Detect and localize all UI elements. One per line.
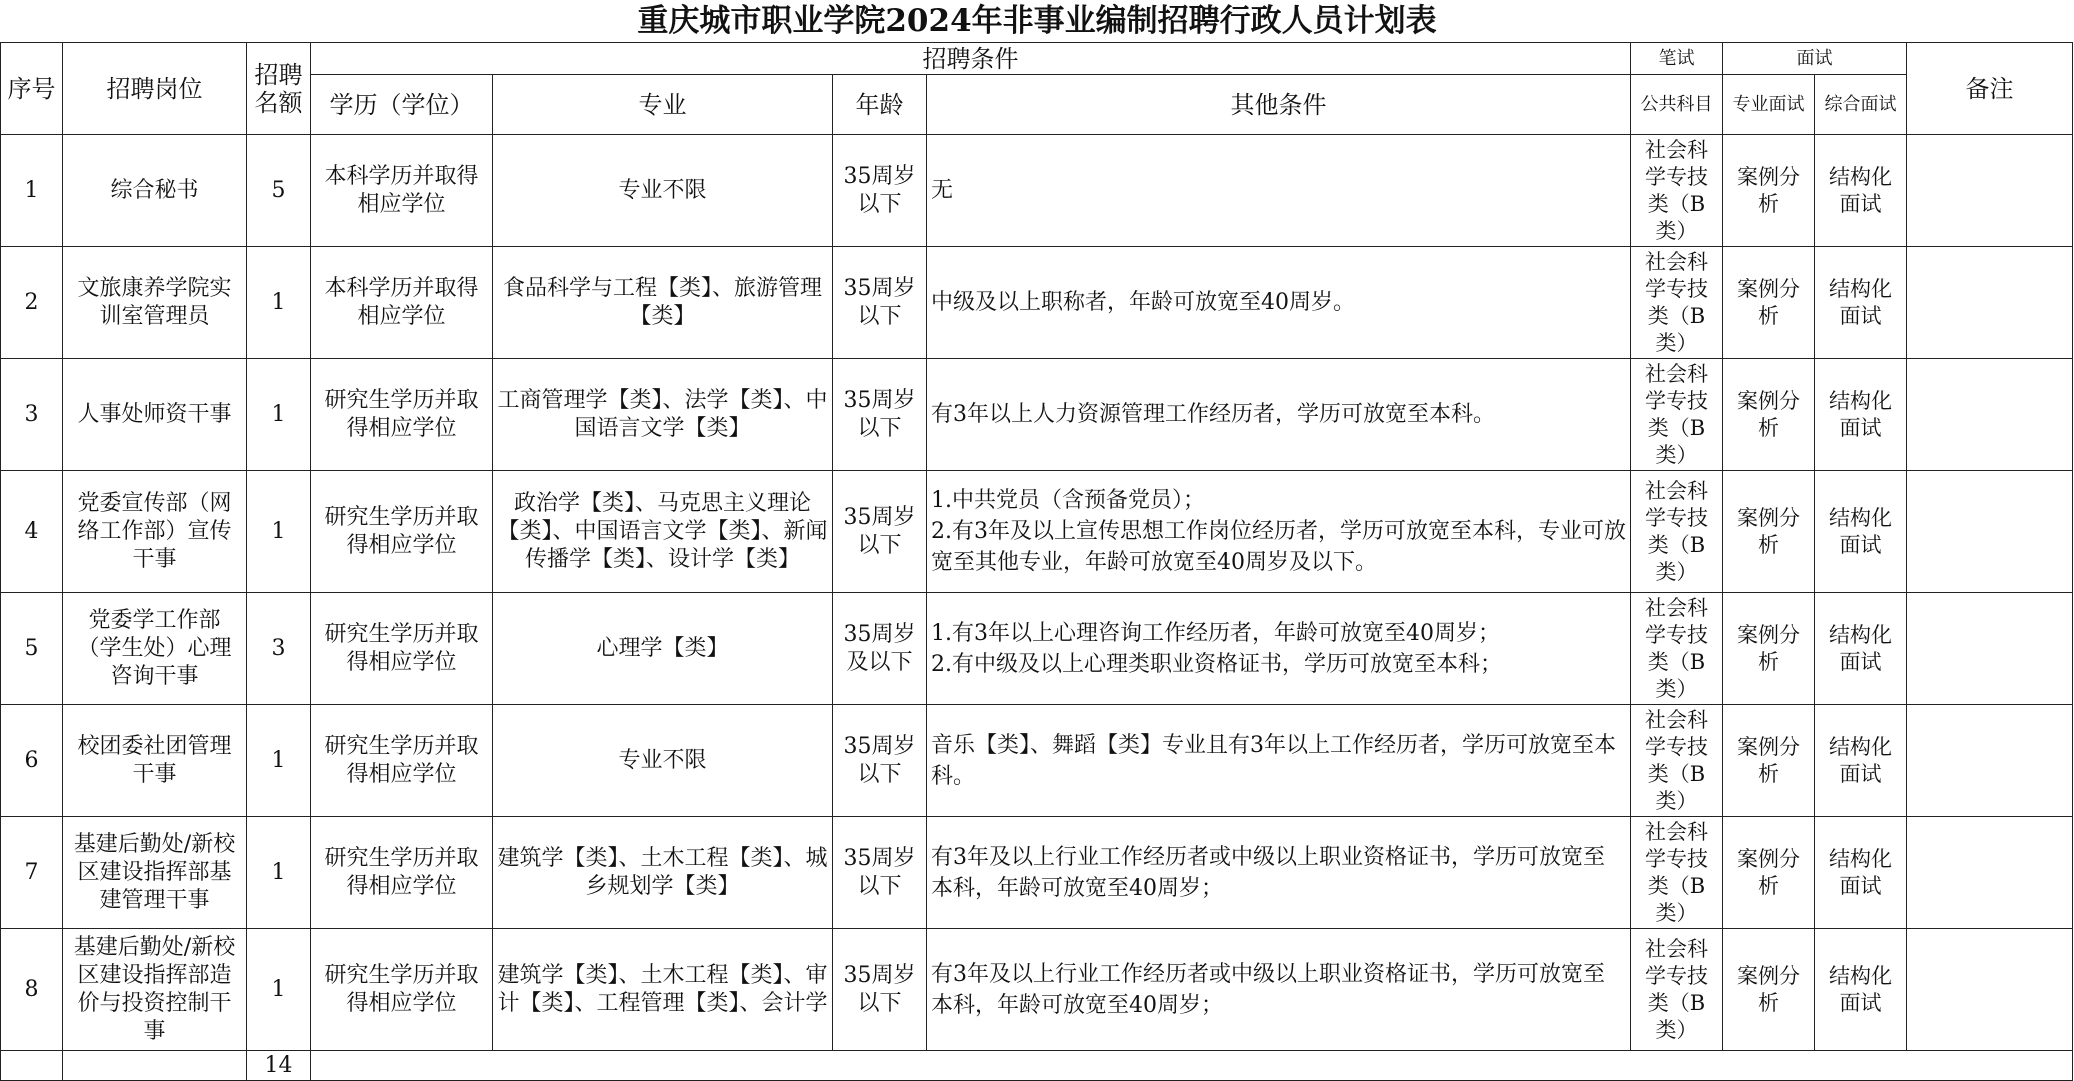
cell-seq: 2 (1, 247, 63, 359)
table-row (1, 705, 2073, 817)
header-other: 其他条件 (927, 75, 1631, 135)
cell-education: 本科学历并取得相应学位 (311, 247, 493, 359)
cell-comprehensive-interview: 结构化面试 (1815, 135, 1907, 247)
cell-comprehensive-interview: 结构化面试 (1815, 705, 1907, 817)
cell-age: 35周岁以下 (833, 929, 927, 1051)
table-row (1, 929, 2073, 1051)
cell-major: 工商管理学【类】、法学【类】、中国语言文学【类】 (493, 359, 833, 471)
cell-comprehensive-interview: 结构化面试 (1815, 593, 1907, 705)
table-row (1, 593, 2073, 705)
cell-seq: 1 (1, 135, 63, 247)
cell-education: 本科学历并取得相应学位 (311, 135, 493, 247)
cell-professional-interview: 案例分析 (1723, 929, 1815, 1051)
cell-professional-interview: 案例分析 (1723, 593, 1815, 705)
header-row-2 (1, 75, 2073, 135)
header-conditions: 招聘条件 (311, 43, 1631, 75)
cell-major: 专业不限 (493, 135, 833, 247)
header-remarks: 备注 (1907, 43, 2073, 135)
cell-education: 研究生学历并取得相应学位 (311, 471, 493, 593)
header-professional-interview: 专业面试 (1723, 75, 1815, 135)
cell-major: 政治学【类】、马克思主义理论【类】、中国语言文学【类】、新闻传播学【类】、设计学【类】 (493, 471, 833, 593)
header-written: 笔试 (1631, 43, 1723, 75)
cell-seq: 6 (1, 705, 63, 817)
cell-education: 研究生学历并取得相应学位 (311, 359, 493, 471)
cell-seq: 5 (1, 593, 63, 705)
cell-professional-interview: 案例分析 (1723, 705, 1815, 817)
cell-education: 研究生学历并取得相应学位 (311, 705, 493, 817)
cell-age: 35周岁以下 (833, 359, 927, 471)
cell-age: 35周岁以下 (833, 135, 927, 247)
cell-comprehensive-interview: 结构化面试 (1815, 359, 1907, 471)
table-row (1, 247, 2073, 359)
table-row (1, 817, 2073, 929)
cell-major: 建筑学【类】、土木工程【类】、城乡规划学【类】 (493, 817, 833, 929)
total-quota: 14 (247, 1051, 311, 1081)
cell-quota: 1 (247, 247, 311, 359)
recruitment-plan-table (0, 42, 2073, 1081)
cell-comprehensive-interview: 结构化面试 (1815, 471, 1907, 593)
table-row (1, 471, 2073, 593)
cell-remarks (1907, 593, 2073, 705)
cell-quota: 1 (247, 471, 311, 593)
header-comprehensive-interview: 综合面试 (1815, 75, 1907, 135)
cell-age: 35周岁以下 (833, 705, 927, 817)
cell-position: 党委宣传部（网络工作部）宣传干事 (63, 471, 247, 593)
cell-other: 1.中共党员（含预备党员）； 2.有3年及以上宣传思想工作岗位经历者，学历可放宽至本科，专业可放宽至其他专业，年龄可放宽至40周岁及以下。 (927, 471, 1631, 593)
cell-quota: 1 (247, 929, 311, 1051)
header-row-1 (1, 43, 2073, 75)
cell-age: 35周岁以下 (833, 471, 927, 593)
cell-position: 人事处师资干事 (63, 359, 247, 471)
page-title: 重庆城市职业学院2024年非事业编制招聘行政人员计划表 (637, 3, 1437, 39)
cell-major: 建筑学【类】、土木工程【类】、审计【类】、工程管理【类】、会计学 (493, 929, 833, 1051)
cell-public-subject: 社会科学专技类（B类） (1631, 247, 1723, 359)
cell-professional-interview: 案例分析 (1723, 471, 1815, 593)
header-public-subject: 公共科目 (1631, 75, 1723, 135)
cell-education: 研究生学历并取得相应学位 (311, 929, 493, 1051)
cell-other: 1.有3年以上心理咨询工作经历者，年龄可放宽至40周岁； 2.有中级及以上心理类职业资格证书，学历可放宽至本科； (927, 593, 1631, 705)
cell-age: 35周岁以下 (833, 247, 927, 359)
header-major: 专业 (493, 75, 833, 135)
cell-remarks (1907, 471, 2073, 593)
cell-comprehensive-interview: 结构化面试 (1815, 929, 1907, 1051)
cell-public-subject: 社会科学专技类（B类） (1631, 817, 1723, 929)
total-blank (311, 1051, 2073, 1081)
cell-quota: 1 (247, 817, 311, 929)
cell-other: 有3年以上人力资源管理工作经历者，学历可放宽至本科。 (927, 359, 1631, 471)
cell-major: 专业不限 (493, 705, 833, 817)
total-seq (1, 1051, 63, 1081)
cell-seq: 3 (1, 359, 63, 471)
header-seq: 序号 (1, 43, 63, 135)
cell-public-subject: 社会科学专技类（B类） (1631, 929, 1723, 1051)
cell-other: 无 (927, 135, 1631, 247)
cell-major: 心理学【类】 (493, 593, 833, 705)
cell-quota: 1 (247, 705, 311, 817)
cell-other: 中级及以上职称者，年龄可放宽至40周岁。 (927, 247, 1631, 359)
cell-position: 文旅康养学院实训室管理员 (63, 247, 247, 359)
cell-professional-interview: 案例分析 (1723, 135, 1815, 247)
header-education: 学历（学位） (311, 75, 493, 135)
cell-position: 综合秘书 (63, 135, 247, 247)
cell-professional-interview: 案例分析 (1723, 247, 1815, 359)
cell-comprehensive-interview: 结构化面试 (1815, 817, 1907, 929)
header-interview: 面试 (1723, 43, 1907, 75)
header-age: 年龄 (833, 75, 927, 135)
total-row (1, 1051, 2073, 1081)
cell-other: 有3年及以上行业工作经历者或中级以上职业资格证书，学历可放宽至本科，年龄可放宽至40周岁； (927, 817, 1631, 929)
cell-remarks (1907, 135, 2073, 247)
cell-remarks (1907, 705, 2073, 817)
cell-other: 音乐【类】、舞蹈【类】专业且有3年以上工作经历者，学历可放宽至本科。 (927, 705, 1631, 817)
cell-quota: 1 (247, 359, 311, 471)
table-row (1, 359, 2073, 471)
cell-major: 食品科学与工程【类】、旅游管理【类】 (493, 247, 833, 359)
cell-age: 35周岁及以下 (833, 593, 927, 705)
table-row (1, 135, 2073, 247)
cell-remarks (1907, 817, 2073, 929)
cell-education: 研究生学历并取得相应学位 (311, 593, 493, 705)
cell-seq: 7 (1, 817, 63, 929)
cell-seq: 4 (1, 471, 63, 593)
cell-position: 校团委社团管理干事 (63, 705, 247, 817)
cell-quota: 5 (247, 135, 311, 247)
cell-remarks (1907, 247, 2073, 359)
cell-public-subject: 社会科学专技类（B类） (1631, 359, 1723, 471)
cell-position: 党委学工作部（学生处）心理咨询干事 (63, 593, 247, 705)
cell-professional-interview: 案例分析 (1723, 817, 1815, 929)
header-quota: 招聘名额 (247, 43, 311, 135)
cell-public-subject: 社会科学专技类（B类） (1631, 135, 1723, 247)
cell-public-subject: 社会科学专技类（B类） (1631, 705, 1723, 817)
cell-professional-interview: 案例分析 (1723, 359, 1815, 471)
cell-comprehensive-interview: 结构化面试 (1815, 247, 1907, 359)
total-position (63, 1051, 247, 1081)
cell-education: 研究生学历并取得相应学位 (311, 817, 493, 929)
cell-age: 35周岁以下 (833, 817, 927, 929)
cell-position: 基建后勤处/新校区建设指挥部造价与投资控制干事 (63, 929, 247, 1051)
header-position: 招聘岗位 (63, 43, 247, 135)
cell-position: 基建后勤处/新校区建设指挥部基建管理干事 (63, 817, 247, 929)
cell-remarks (1907, 359, 2073, 471)
cell-other: 有3年及以上行业工作经历者或中级以上职业资格证书，学历可放宽至本科，年龄可放宽至40周岁； (927, 929, 1631, 1051)
cell-seq: 8 (1, 929, 63, 1051)
cell-public-subject: 社会科学专技类（B类） (1631, 471, 1723, 593)
cell-remarks (1907, 929, 2073, 1051)
cell-public-subject: 社会科学专技类（B类） (1631, 593, 1723, 705)
cell-quota: 3 (247, 593, 311, 705)
